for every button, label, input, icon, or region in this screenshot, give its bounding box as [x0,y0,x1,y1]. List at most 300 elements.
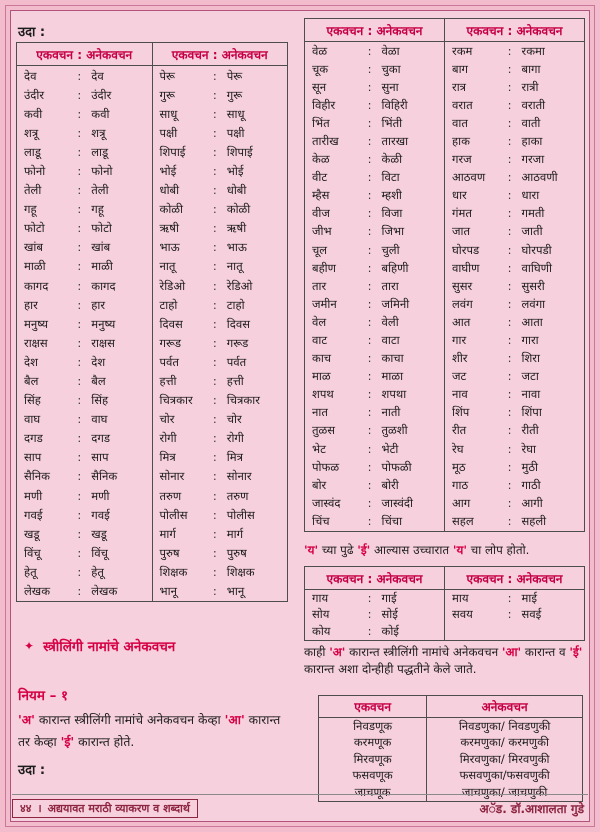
table-cell: सून : [305,78,375,96]
table-cell: गहू [91,202,104,217]
table-cell: सोई [381,607,398,622]
text-segment: काही [304,645,330,659]
table-row [305,607,585,624]
table-cell: आता [521,314,543,329]
table-cell: आठवण : [445,169,515,187]
table-cell: गुरू : [152,85,220,104]
table-cell: पोफळी [381,459,412,474]
table-cell: केळी [381,152,403,167]
table-body [305,42,585,532]
masculine-nouns-table [16,42,288,602]
table-cell: मिरवणुका/ मिरवणुकी [427,751,583,768]
table-row [305,624,585,641]
table-body [17,66,288,602]
text-segment: च्या पुढे [318,543,358,557]
table-row [17,219,288,238]
table-cell: म्हैस : [305,187,375,205]
table-cell: हार : [17,295,85,314]
column-header-singular-plural: एकवचन : अनेकवचन [305,567,445,590]
table-cell: गाठी [521,477,541,492]
table-cell: विहीर : [305,96,375,114]
table-row [305,295,585,313]
table-cell: पोलीस [226,507,255,522]
table-cell: तारा [381,278,399,293]
table-cell: पुरुष : [152,543,220,562]
table-cell: जमीन : [305,295,375,313]
table-row [305,42,585,61]
table-cell: सिंह : [17,391,85,410]
table-cell: विंचू [91,545,108,560]
table-cell: चुली [381,242,400,257]
table-cell: चित्रकार : [152,391,220,410]
table-cell: चित्रकार [226,393,260,408]
table-cell: निवडणूक [353,718,393,733]
table-cell: लेखक [91,584,118,599]
table-cell: मणी : [17,486,85,505]
table-row [305,440,585,458]
table-cell: वेल : [305,313,375,331]
table-row [17,486,288,505]
table-cell: खडू [91,526,107,541]
table-cell: माळ : [305,368,375,386]
text-segment: कारान्त तर केव्हा [18,713,281,749]
table-cell: कागद [91,278,116,293]
table-cell: गाठ : [445,476,515,494]
table-cell: सैनिक [91,469,118,484]
table-cell: बाग : [445,60,515,78]
table-cell: सुसर : [445,277,515,295]
rule-1-text [18,710,292,753]
masculine-nouns-table-wrap [16,42,288,602]
table-cell: भेटी [381,441,399,456]
table-row [17,200,288,219]
table-row [17,257,288,276]
table-cell: उंदीर : [17,85,85,104]
table-cell: चुका [381,61,401,76]
table-cell: नाव : [445,386,515,404]
table-cell: सुसरी [521,278,545,293]
accent-letter: 'ई' [60,734,75,749]
table-cell: गाय : [305,590,375,607]
table-cell: तरुण : [152,486,220,505]
table-cell: बैल [91,374,106,388]
table-cell: शिक्षक [226,564,255,579]
table-cell: रीती [521,423,539,438]
table-cell: जास्वंदी [381,495,413,510]
table-cell: खांब : [17,238,85,257]
text-segment: आल्यास उच्चारात [370,543,453,557]
table-cell: मनुष्य [91,316,116,331]
table-cell: वेळा [381,43,400,58]
table-cell: साप [91,450,109,465]
table-cell: सवय : [445,607,515,624]
table-row [305,96,585,114]
table-cell: आग : [445,494,515,512]
table-cell: माई [521,590,538,605]
table-cell: वाटा [381,333,400,347]
table-cell: शपथा [381,387,407,402]
table-cell: रेडिओ : [152,276,220,295]
table-cell: गरजा [521,152,545,167]
table-cell: रोगी : [152,429,220,448]
table-cell: पक्षी : [152,123,220,142]
table-cell: राक्षस [91,335,115,350]
table-cell: सोय : [305,607,375,624]
table-row [17,372,288,391]
table-cell: शीर : [445,350,515,368]
table-row [305,223,585,241]
table-cell: तेली [91,183,109,198]
table-cell: हेतू [91,564,104,579]
table-cell: रात्र : [445,78,515,96]
text-segment: कारान्त व [521,645,570,659]
table-cell: मुठी [521,459,539,474]
table-cell: काचा [381,351,404,366]
column-header-singular-plural: एकवचन : अनेकवचन [305,19,445,42]
table-cell: गुरू [226,87,243,102]
table-cell: जट : [445,368,515,386]
table-cell: दगड : [17,429,85,448]
table-cell: गरज : [445,151,515,169]
text-segment: कारान्त स्त्रीलिंगी नामांचे अनेकवचन केव्हा [34,713,225,727]
table-cell: पर्वत [226,354,247,369]
table-cell: भेट : [305,440,375,458]
table-cell: तारीख : [305,132,375,150]
table-row [305,368,585,386]
table-cell: रकम : [445,42,515,61]
table-cell: लाडू : [17,142,85,161]
table-cell: दिवस : [152,314,220,333]
table-cell: पुरुष [226,545,247,560]
table-cell: म्हशी [381,188,402,203]
table-row [305,187,585,205]
table-row [305,151,585,169]
table-row [17,448,288,467]
table-cell: वेली [381,314,399,329]
table-cell: साधू [226,106,245,121]
table-cell: बहिणी [381,260,409,275]
table-body [319,718,583,802]
table-cell: माळा [381,369,404,384]
table-cell: शिंप : [445,404,515,422]
table-cell: रेडिओ [226,278,253,293]
table-cell: वीज : [305,205,375,223]
column-header-singular: एकवचन [319,696,427,718]
table-cell: शत्रू [91,125,106,140]
table-cell: तेली : [17,181,85,200]
page-footer [12,794,588,818]
table-cell: सहल : [445,512,515,531]
table-cell: जिभा [381,224,405,239]
table-cell: पोलीस : [152,505,220,524]
table-cell: भाऊ : [152,238,220,257]
table-row [319,735,583,752]
table-cell: कोळी : [152,200,220,219]
table-row [17,276,288,295]
y-ending-nouns-table [304,566,585,641]
feminine-plural-section-heading [24,637,175,655]
table-cell: ऋषी : [152,219,220,238]
table-cell: वाघिणी [521,260,552,275]
table-cell: मार्ग : [152,524,220,543]
accent-letter: 'आ' [501,645,522,659]
table-row [17,161,288,180]
table-cell: हाक : [445,132,515,150]
table-row [305,132,585,150]
text-segment: कारान्त स्त्रीलिंगी नामांचे अनेकवचन [345,645,502,659]
table-cell: लवंगा [521,296,546,311]
accent-letter: 'य' [304,543,319,557]
footer-book-info [12,799,198,818]
table-cell: काच : [305,350,375,368]
feminine-nouns-table [304,18,585,532]
table-cell: फसवणूक [352,768,393,783]
section-heading-text: स्त्रीलिंगी नामांचे अनेकवचन [43,639,176,655]
nuk-ending-nouns-table-wrap [318,695,583,802]
table-cell: टाहो [226,297,245,312]
table-cell: गहू : [17,200,85,219]
accent-letter: 'ई' [569,645,583,659]
table-cell: गारा [521,333,539,347]
table-cell: तुळशी [381,423,408,438]
table-cell: केळ : [305,151,375,169]
table-cell: देव : [17,66,85,86]
table-cell: कोळी [226,202,251,217]
table-row [17,295,288,314]
table-cell: कागद : [17,276,85,295]
table-row [305,114,585,132]
table-cell: घोरपड : [445,241,515,259]
table-cell: शत्रू : [17,123,85,142]
note-y-elision [304,542,588,559]
table-cell: चूल : [305,241,375,259]
table-cell: राक्षस : [17,333,85,352]
table-header-row [17,43,288,66]
table-cell: लवंग : [445,295,515,313]
table-cell: कोई [381,624,399,639]
table-cell: नाती [381,405,401,420]
table-cell: शिंपा [521,405,542,420]
table-cell: धोबी [226,183,247,198]
table-row [305,241,585,259]
table-cell: वाती [521,115,541,130]
table-cell: पेरू : [152,66,220,86]
table-cell: कवी [91,106,110,121]
table-cell: चिंच : [305,512,375,531]
table-row [305,78,585,96]
table-cell: आगी [521,495,543,510]
table-row [17,524,288,543]
table-cell: दगड [91,431,110,446]
table-cell: घोरपडी [521,242,552,257]
text-segment: कारान्त होते. [74,734,135,749]
table-cell: सोनार : [152,467,220,486]
table-cell: रेघ : [445,440,515,458]
table-cell: गार : [445,332,515,350]
table-cell: खांब [91,240,111,255]
table-row [17,66,288,86]
table-cell: नातू : [152,257,220,276]
note-a-ending-plurals [304,644,588,678]
table-cell: टाहो : [152,295,220,314]
column-header-singular-plural: एकवचन : अनेकवचन [152,43,288,66]
table-row [305,313,585,331]
table-cell: भोई : [152,161,220,180]
table-row [305,590,585,607]
table-cell: लाडू [91,144,109,159]
table-cell [445,624,515,641]
table-row [17,123,288,142]
table-cell: वात : [445,114,515,132]
table-row [319,718,583,735]
table-header-row [319,696,583,718]
accent-letter: 'ई' [357,543,371,557]
star-bullet-icon: ✦ [24,639,35,653]
table-row [17,410,288,429]
table-cell: भाऊ [226,240,247,255]
table-row [305,476,585,494]
table-row [305,332,585,350]
table-cell: नातू [226,259,243,274]
table-cell: नात : [305,404,375,422]
table-row [17,505,288,524]
table-cell: आत : [445,313,515,331]
table-cell: चोर [226,412,242,427]
table-row [305,169,585,187]
table-cell: आठवणी [521,170,558,185]
table-row [17,104,288,123]
table-cell: तरुण [226,488,249,503]
table-cell: मार्ग [226,526,244,541]
table-row [17,543,288,562]
text-segment: चा लोप होतो. [466,543,530,557]
nuk-ending-nouns-table [318,695,583,802]
example-label-bottom: उदा : [18,763,46,778]
table-row [305,422,585,440]
table-cell: बागा [521,61,541,76]
table-cell: फोटो [91,221,112,236]
table-row [17,352,288,371]
table-cell: गरूड : [152,333,220,352]
table-cell: धोबी : [152,181,220,200]
table-cell: सवई [521,607,542,622]
table-row [305,404,585,422]
table-cell: चिंचा [381,513,403,528]
table-cell: माय : [445,590,515,607]
table-row [17,238,288,257]
table-cell: जाचणूक [354,784,391,799]
table-row [305,458,585,476]
table-cell: गमती [521,206,545,221]
table-cell: बोरी [381,477,399,492]
table-cell: कवी : [17,104,85,123]
table-cell: विजा [381,206,403,221]
table-cell: बोर : [305,476,375,494]
table-row [17,582,288,602]
table-cell: जात : [445,223,515,241]
table-row [305,60,585,78]
table-cell: सोनार [226,469,252,484]
table-cell: तार : [305,277,375,295]
table-cell: भिंती [381,115,403,130]
table-cell: गरूड [226,335,249,350]
column-header-singular-plural: एकवचन : अनेकवचन [17,43,153,66]
table-cell [515,624,585,641]
table-cell: शिपाई [226,144,253,159]
table-cell: दिवस [226,316,251,331]
table-cell: साधू : [152,104,220,123]
footer-divider: । [37,802,42,815]
table-cell: फसवणुका/फसवणुकी [427,768,583,785]
table-cell: वरात : [445,96,515,114]
table-cell: हेतू : [17,562,85,581]
table-cell: देश [91,354,106,369]
table-row [17,314,288,333]
table-cell: मिरवणूक [353,751,392,766]
table-cell: वाघ [91,412,108,427]
table-cell: वाघ : [17,410,85,429]
table-cell: मूठ : [445,458,515,476]
book-title: अद्ययावत मराठी व्याकरण व शब्दार्थ [47,802,190,815]
table-cell: करमणुका/ करमणुकी [427,735,583,752]
table-row [305,259,585,277]
table-row [17,429,288,448]
example-label-top: उदा : [18,25,46,40]
table-cell: जास्वंद : [305,494,375,512]
table-cell: हाका [521,133,543,148]
table-cell: धारा [521,188,540,203]
table-cell: खडू : [17,524,85,543]
table-row [305,512,585,531]
table-row [305,494,585,512]
table-cell: शपथ : [305,386,375,404]
table-cell: भानू [226,584,245,599]
table-row [305,205,585,223]
table-cell: धार : [445,187,515,205]
table-cell: शिपाई : [152,142,220,161]
table-cell: रात्री [521,79,539,94]
table-cell: निवडणुका/ निवडणुकी [427,718,583,735]
table-cell: शिक्षक : [152,562,220,581]
table-cell: जाती [521,224,543,239]
table-row [17,181,288,200]
table-cell: हत्ती : [152,372,220,391]
table-cell: चूक : [305,60,375,78]
table-cell: सुना [381,79,399,94]
table-row [305,386,585,404]
page-number: ४४ [20,802,32,815]
table-cell: फोनो : [17,161,85,180]
accent-letter: 'अ' [329,645,346,659]
table-cell: सहली [521,513,547,528]
table-cell: गवई : [17,505,85,524]
table-cell: पक्षी [226,125,245,140]
table-cell: उंदीर [91,87,112,102]
table-cell: पर्वत : [152,352,220,371]
table-cell: सिंह [91,393,109,408]
table-cell: देव [91,68,104,83]
table-cell: देश : [17,352,85,371]
column-header-singular-plural: एकवचन : अनेकवचन [445,19,585,42]
column-header-singular-plural: एकवचन : अनेकवचन [445,567,585,590]
table-row [319,768,583,785]
table-cell: करमणूक [353,735,392,750]
table-cell: सैनिक : [17,467,85,486]
table-row [17,333,288,352]
table-cell: जाचणुका/ जाचणुकी [427,784,583,801]
table-cell: फोनो [91,163,113,178]
y-ending-nouns-table-wrap [304,566,585,641]
